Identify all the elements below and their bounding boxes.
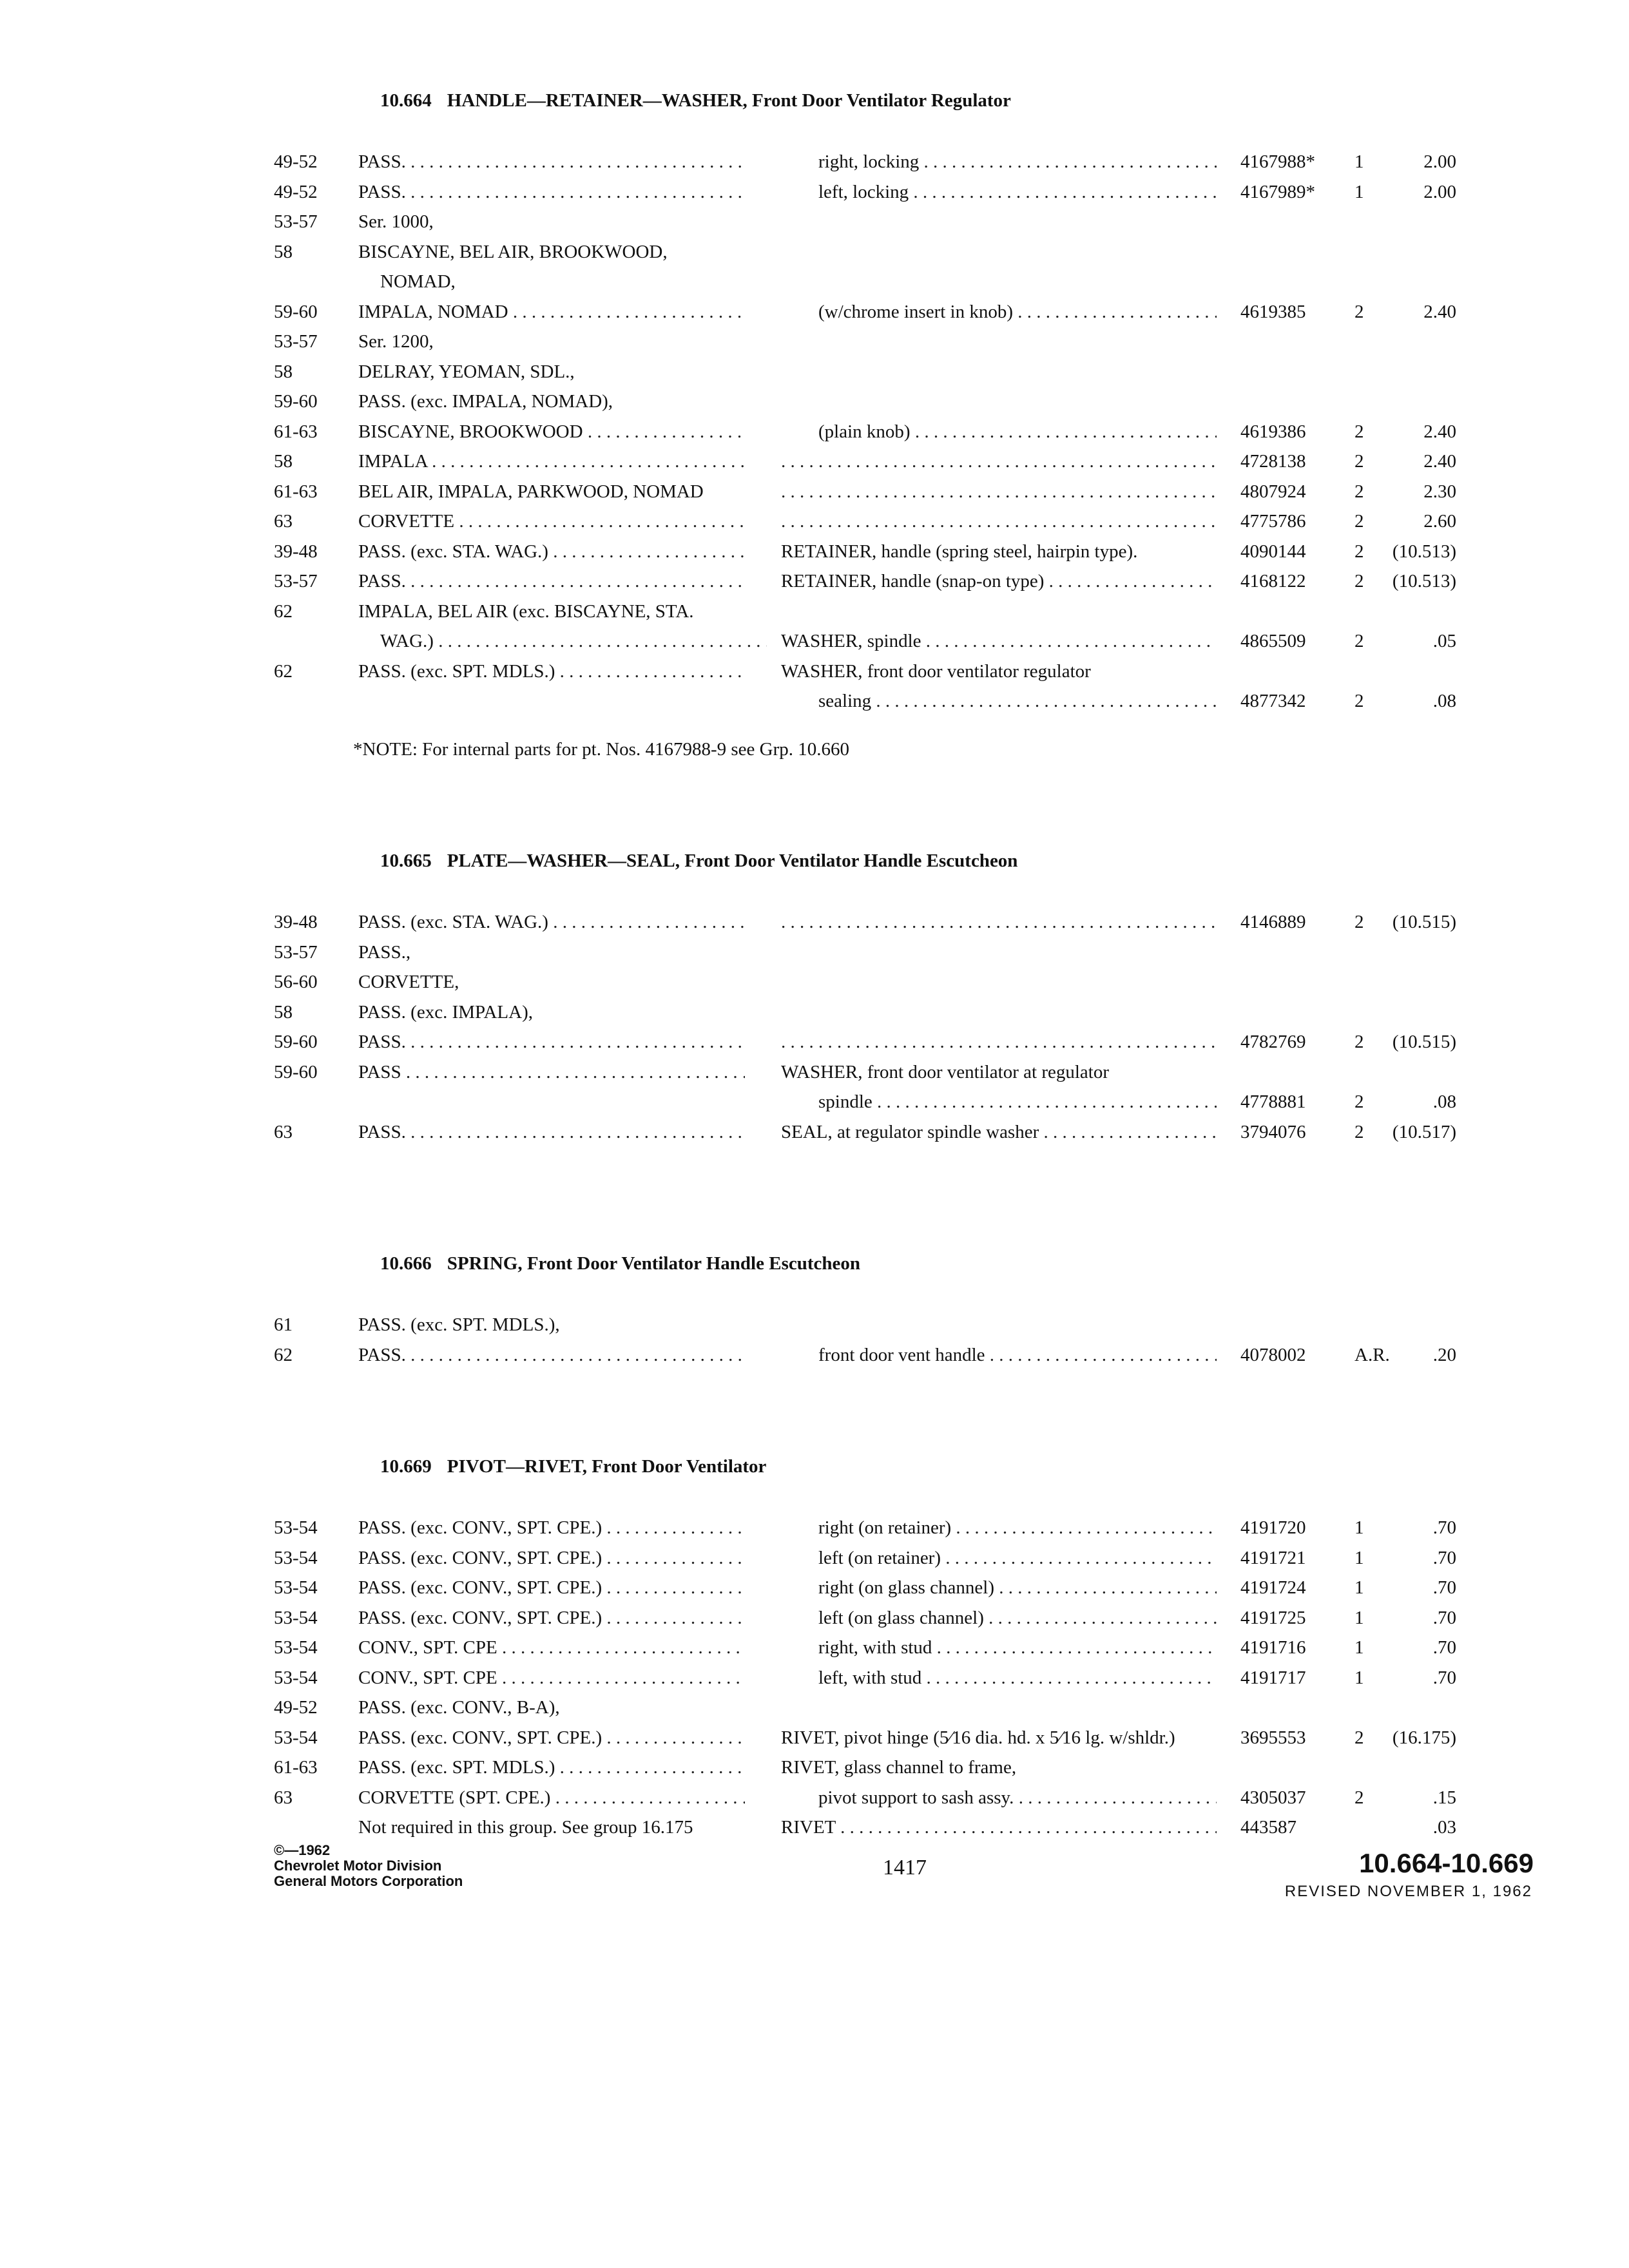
part-description: (plain knob) . . . <box>818 417 1217 447</box>
section-number: 10.664 <box>380 90 432 111</box>
quantity: 2 <box>1354 421 1364 442</box>
section-heading <box>380 1456 766 1477</box>
model-years: 39-48 <box>274 912 318 932</box>
model-years: 62 <box>274 1344 293 1365</box>
model-application: BISCAYNE, BEL AIR, BROOKWOOD, <box>358 241 668 262</box>
model-years: 53-54 <box>274 1517 318 1538</box>
part-number: 4728138 <box>1240 451 1306 472</box>
part-description: SEAL, at regulator spindle washer . . . <box>781 1117 1217 1147</box>
revision-date: REVISED NOVEMBER 1, 1962 <box>1284 1883 1532 1900</box>
model-application: PASS. (exc. STA. WAG.) . . . <box>358 907 745 937</box>
part-description <box>781 447 1217 476</box>
model-years: 53-54 <box>274 1727 318 1748</box>
section-number: 10.666 <box>380 1253 432 1274</box>
part-description: right, locking . . . <box>818 147 1217 177</box>
price-or-reference: 2.00 <box>1423 181 1456 202</box>
price-or-reference: 2.30 <box>1423 481 1456 502</box>
part-number: 4146889 <box>1240 912 1306 932</box>
model-application: PASS. . . . <box>358 177 745 207</box>
parts-row <box>0 566 1629 596</box>
part-description: WASHER, front door ventilator at regulator <box>781 1061 1109 1082</box>
part-description: RIVET, pivot hinge (5⁄16 dia. hd. x 5⁄16 lg. w/shldr.) <box>781 1727 1175 1748</box>
part-number: 4191717 <box>1240 1667 1306 1688</box>
parts-row <box>0 1340 1629 1370</box>
price-or-reference: .08 <box>1432 691 1456 711</box>
part-number: 4090144 <box>1240 541 1306 562</box>
quantity: 2 <box>1354 571 1364 591</box>
parts-row <box>0 297 1629 327</box>
parts-row <box>0 937 1629 967</box>
quantity: 2 <box>1354 301 1364 322</box>
model-application: IMPALA, NOMAD . . . <box>358 297 745 327</box>
parts-row <box>0 147 1629 177</box>
model-application: CONV., SPT. CPE . . . <box>358 1663 745 1693</box>
section-title: SPRING, Front Door Ventilator Handle Escutcheon <box>447 1253 861 1274</box>
parts-row <box>0 1543 1629 1573</box>
model-application: BISCAYNE, BROOKWOOD . . . <box>358 417 745 447</box>
model-application: PASS. . . . <box>358 1340 745 1370</box>
section-number: 10.665 <box>380 850 432 871</box>
model-years: 61-63 <box>274 421 318 442</box>
model-years: 59-60 <box>274 1061 318 1082</box>
model-years: 59-60 <box>274 301 318 322</box>
section-title: PLATE—WASHER—SEAL, Front Door Ventilator Handle Escutcheon <box>447 850 1018 871</box>
price-or-reference: (10.515) <box>1392 1032 1456 1052</box>
part-number: 443587 <box>1240 1817 1296 1838</box>
part-description: right (on retainer) . . . <box>818 1513 1217 1542</box>
quantity: 2 <box>1354 631 1364 651</box>
model-years: 53-54 <box>274 1577 318 1598</box>
price-or-reference: .20 <box>1432 1344 1456 1365</box>
section-title: HANDLE—RETAINER—WASHER, Front Door Ventilator Regulator <box>447 90 1011 111</box>
price-or-reference: (10.515) <box>1392 912 1456 932</box>
model-application: PASS. (exc. SPT. MDLS.) . . . <box>358 657 745 686</box>
quantity: 2 <box>1354 451 1364 472</box>
parts-row <box>0 1783 1629 1812</box>
model-application: PASS. (exc. CONV., SPT. CPE.) . . . <box>358 1723 745 1753</box>
part-number: 4191716 <box>1240 1637 1306 1658</box>
part-number: 4778881 <box>1240 1091 1306 1112</box>
section-heading <box>380 850 1017 872</box>
part-number: 3695553 <box>1240 1727 1306 1748</box>
quantity: A.R. <box>1354 1344 1390 1365</box>
model-application: Ser. 1000, <box>358 211 434 232</box>
part-description: WASHER, spindle . . . <box>781 626 1217 656</box>
model-application: BEL AIR, IMPALA, PARKWOOD, NOMAD <box>358 481 704 502</box>
part-number: 4807924 <box>1240 481 1306 502</box>
model-years: 53-54 <box>274 1607 318 1628</box>
quantity: 1 <box>1354 1517 1364 1538</box>
corporation-name: General Motors Corporation <box>274 1873 463 1889</box>
price-or-reference: (10.513) <box>1392 571 1456 591</box>
price-or-reference: .70 <box>1432 1577 1456 1598</box>
price-or-reference: .05 <box>1432 631 1456 651</box>
price-or-reference: (10.513) <box>1392 541 1456 562</box>
section-range: 10.664-10.669 <box>1359 1848 1534 1878</box>
model-application: PASS. . . . <box>358 566 745 596</box>
quantity: 1 <box>1354 1547 1364 1568</box>
part-number: 4865509 <box>1240 631 1306 651</box>
parts-row <box>0 1633 1629 1662</box>
price-or-reference: 2.40 <box>1423 451 1456 472</box>
model-application: PASS. (exc. IMPALA), <box>358 1001 533 1023</box>
part-description: RIVET . . . <box>781 1812 1217 1842</box>
parts-row <box>0 1723 1629 1753</box>
parts-row <box>0 597 1629 626</box>
price-or-reference: .03 <box>1432 1817 1456 1838</box>
part-description: pivot support to sash assy. . . . <box>818 1783 1217 1812</box>
model-years: 53-54 <box>274 1547 318 1568</box>
quantity: 2 <box>1354 1787 1364 1808</box>
parts-row <box>0 237 1629 267</box>
parts-row <box>0 537 1629 566</box>
model-application: PASS. (exc. SPT. MDLS.) . . . <box>358 1753 745 1782</box>
section-note: *NOTE: For internal parts for pt. Nos. 4167988-9 see Grp. 10.660 <box>353 739 849 760</box>
part-number: 4191724 <box>1240 1577 1306 1598</box>
model-application: PASS. (exc. CONV., SPT. CPE.) . . . <box>358 1573 745 1602</box>
price-or-reference: .15 <box>1432 1787 1456 1808</box>
quantity: 1 <box>1354 1637 1364 1658</box>
part-description: RETAINER, handle (snap-on type) . . . <box>781 566 1217 596</box>
price-or-reference: 2.40 <box>1423 301 1456 322</box>
parts-row <box>0 1087 1629 1117</box>
section-title: PIVOT—RIVET, Front Door Ventilator <box>447 1456 767 1477</box>
section-heading <box>380 1253 860 1274</box>
quantity: 2 <box>1354 511 1364 532</box>
parts-row <box>0 1753 1629 1782</box>
part-description: RIVET, glass channel to frame, <box>781 1757 1017 1778</box>
quantity: 1 <box>1354 181 1364 202</box>
model-application: DELRAY, YEOMAN, SDL., <box>358 361 575 382</box>
division-name: Chevrolet Motor Division <box>274 1858 442 1874</box>
price-or-reference: .08 <box>1432 1091 1456 1112</box>
model-years: 61-63 <box>274 481 318 502</box>
parts-row <box>0 1310 1629 1340</box>
part-description: sealing . . . <box>818 686 1217 716</box>
parts-row <box>0 997 1629 1027</box>
parts-row <box>0 1027 1629 1057</box>
model-years: 49-52 <box>274 151 318 172</box>
price-or-reference: 2.60 <box>1423 511 1456 532</box>
model-years: 59-60 <box>274 1032 318 1052</box>
quantity: 1 <box>1354 151 1364 172</box>
model-years: 62 <box>274 601 293 622</box>
part-number: 4305037 <box>1240 1787 1306 1808</box>
model-application: PASS., <box>358 941 411 963</box>
model-application: Ser. 1200, <box>358 331 434 352</box>
model-years: 61-63 <box>274 1757 318 1778</box>
part-number: 4775786 <box>1240 511 1306 532</box>
model-application: PASS. (exc. CONV., B-A), <box>358 1697 560 1718</box>
model-application: CORVETTE . . . <box>358 506 745 536</box>
model-years: 58 <box>274 241 293 262</box>
model-years: 53-57 <box>274 331 318 352</box>
section-heading <box>380 90 1011 111</box>
quantity: 1 <box>1354 1607 1364 1628</box>
parts-row <box>0 327 1629 356</box>
part-number: 4619385 <box>1240 301 1306 322</box>
parts-row <box>0 1057 1629 1087</box>
quantity: 2 <box>1354 481 1364 502</box>
model-years: 63 <box>274 1121 293 1142</box>
part-description: right (on glass channel) . . . <box>818 1573 1217 1602</box>
parts-row <box>0 267 1629 296</box>
model-application: PASS. (exc. SPT. MDLS.), <box>358 1314 560 1335</box>
part-number: 4167989* <box>1240 181 1315 202</box>
parts-row <box>0 477 1629 506</box>
model-years: 61 <box>274 1314 293 1335</box>
quantity: 2 <box>1354 1032 1364 1052</box>
price-or-reference: .70 <box>1432 1637 1456 1658</box>
part-number: 4191725 <box>1240 1607 1306 1628</box>
model-years: 53-54 <box>274 1637 318 1658</box>
model-years: 58 <box>274 1001 293 1023</box>
model-years: 58 <box>274 451 293 472</box>
part-description: WASHER, front door ventilator regulator <box>781 660 1091 682</box>
model-application: CONV., SPT. CPE . . . <box>358 1633 745 1662</box>
model-application: PASS. (exc. IMPALA, NOMAD), <box>358 391 613 412</box>
model-application: CORVETTE (SPT. CPE.) . . . <box>358 1783 745 1812</box>
section-number: 10.669 <box>380 1456 432 1477</box>
model-years: 56-60 <box>274 972 318 992</box>
model-application: WAG.) . . . <box>380 626 767 656</box>
part-number: 4078002 <box>1240 1344 1306 1365</box>
model-years: 53-54 <box>274 1667 318 1688</box>
part-description: left, locking . . . <box>818 177 1217 207</box>
parts-row <box>0 357 1629 387</box>
model-application: PASS. (exc. CONV., SPT. CPE.) . . . <box>358 1603 745 1633</box>
price-or-reference: .70 <box>1432 1547 1456 1568</box>
model-application: PASS. (exc. STA. WAG.) . . . <box>358 537 745 566</box>
quantity: 1 <box>1354 1577 1364 1598</box>
parts-row <box>0 1693 1629 1722</box>
parts-row <box>0 1603 1629 1633</box>
parts-row <box>0 207 1629 236</box>
price-or-reference: .70 <box>1432 1517 1456 1538</box>
part-description <box>781 907 1217 937</box>
price-or-reference: .70 <box>1432 1607 1456 1628</box>
price-or-reference: 2.00 <box>1423 151 1456 172</box>
parts-row <box>0 626 1629 656</box>
quantity: 2 <box>1354 691 1364 711</box>
parts-row <box>0 1117 1629 1147</box>
parts-row <box>0 686 1629 716</box>
quantity: 2 <box>1354 1727 1364 1748</box>
model-years: 53-57 <box>274 941 318 963</box>
price-or-reference: (10.517) <box>1392 1121 1456 1142</box>
model-years: 39-48 <box>274 541 318 562</box>
part-number: 3794076 <box>1240 1121 1306 1142</box>
footer-publisher <box>274 1843 463 1889</box>
model-application: PASS. . . . <box>358 147 745 177</box>
quantity: 2 <box>1354 1091 1364 1112</box>
part-number: 4168122 <box>1240 571 1306 591</box>
model-years: 58 <box>274 361 293 382</box>
part-description: left (on glass channel) . . . <box>818 1603 1217 1633</box>
copyright: ©—1962 <box>274 1842 331 1858</box>
model-application: CORVETTE, <box>358 972 459 992</box>
parts-row <box>0 967 1629 997</box>
price-or-reference: (16.175) <box>1392 1727 1456 1748</box>
part-number: 4191721 <box>1240 1547 1306 1568</box>
part-number: 4877342 <box>1240 691 1306 711</box>
model-years: 49-52 <box>274 181 318 202</box>
part-description: (w/chrome insert in knob) . . . <box>818 297 1217 327</box>
part-number: 4619386 <box>1240 421 1306 442</box>
price-or-reference: .70 <box>1432 1667 1456 1688</box>
parts-row <box>0 1812 1629 1842</box>
part-description: left (on retainer) . . . <box>818 1543 1217 1573</box>
parts-row <box>0 177 1629 207</box>
part-description <box>781 477 1217 506</box>
model-years: 49-52 <box>274 1697 318 1718</box>
parts-row <box>0 1663 1629 1693</box>
part-number: 4167988* <box>1240 151 1315 172</box>
model-years: 59-60 <box>274 391 318 412</box>
parts-row <box>0 907 1629 937</box>
part-description: left, with stud . . . <box>818 1663 1217 1693</box>
parts-row <box>0 417 1629 447</box>
parts-row <box>0 1513 1629 1542</box>
parts-row <box>0 506 1629 536</box>
model-application: IMPALA . . . <box>358 447 745 476</box>
part-description: RETAINER, handle (spring steel, hairpin type). <box>781 541 1138 562</box>
parts-row <box>0 657 1629 686</box>
model-years: 62 <box>274 660 293 682</box>
quantity: 2 <box>1354 912 1364 932</box>
price-or-reference: 2.40 <box>1423 421 1456 442</box>
part-description: right, with stud . . . <box>818 1633 1217 1662</box>
model-years: 63 <box>274 511 293 532</box>
model-application: PASS. . . . <box>358 1027 745 1057</box>
quantity: 2 <box>1354 1121 1364 1142</box>
model-years: 63 <box>274 1787 293 1808</box>
parts-row <box>0 447 1629 476</box>
model-application: NOMAD, <box>380 271 456 292</box>
parts-row <box>0 387 1629 416</box>
model-application: PASS . . . <box>358 1057 745 1087</box>
model-years: 53-57 <box>274 571 318 591</box>
model-application: PASS. (exc. CONV., SPT. CPE.) . . . <box>358 1543 745 1573</box>
quantity: 2 <box>1354 541 1364 562</box>
model-application: PASS. (exc. CONV., SPT. CPE.) . . . <box>358 1513 745 1542</box>
model-years: 53-57 <box>274 211 318 232</box>
model-application: PASS. . . . <box>358 1117 745 1147</box>
model-application: IMPALA, BEL AIR (exc. BISCAYNE, STA. <box>358 601 694 622</box>
part-description: spindle . . . <box>818 1087 1217 1117</box>
quantity: 1 <box>1354 1667 1364 1688</box>
parts-row <box>0 1573 1629 1602</box>
part-number: 4782769 <box>1240 1032 1306 1052</box>
part-description <box>781 1027 1217 1057</box>
model-application: Not required in this group. See group 16.175 <box>358 1817 693 1838</box>
part-number: 4191720 <box>1240 1517 1306 1538</box>
page-number: 1417 <box>883 1856 927 1879</box>
part-description <box>781 506 1217 536</box>
part-description: front door vent handle . . . <box>818 1340 1217 1370</box>
